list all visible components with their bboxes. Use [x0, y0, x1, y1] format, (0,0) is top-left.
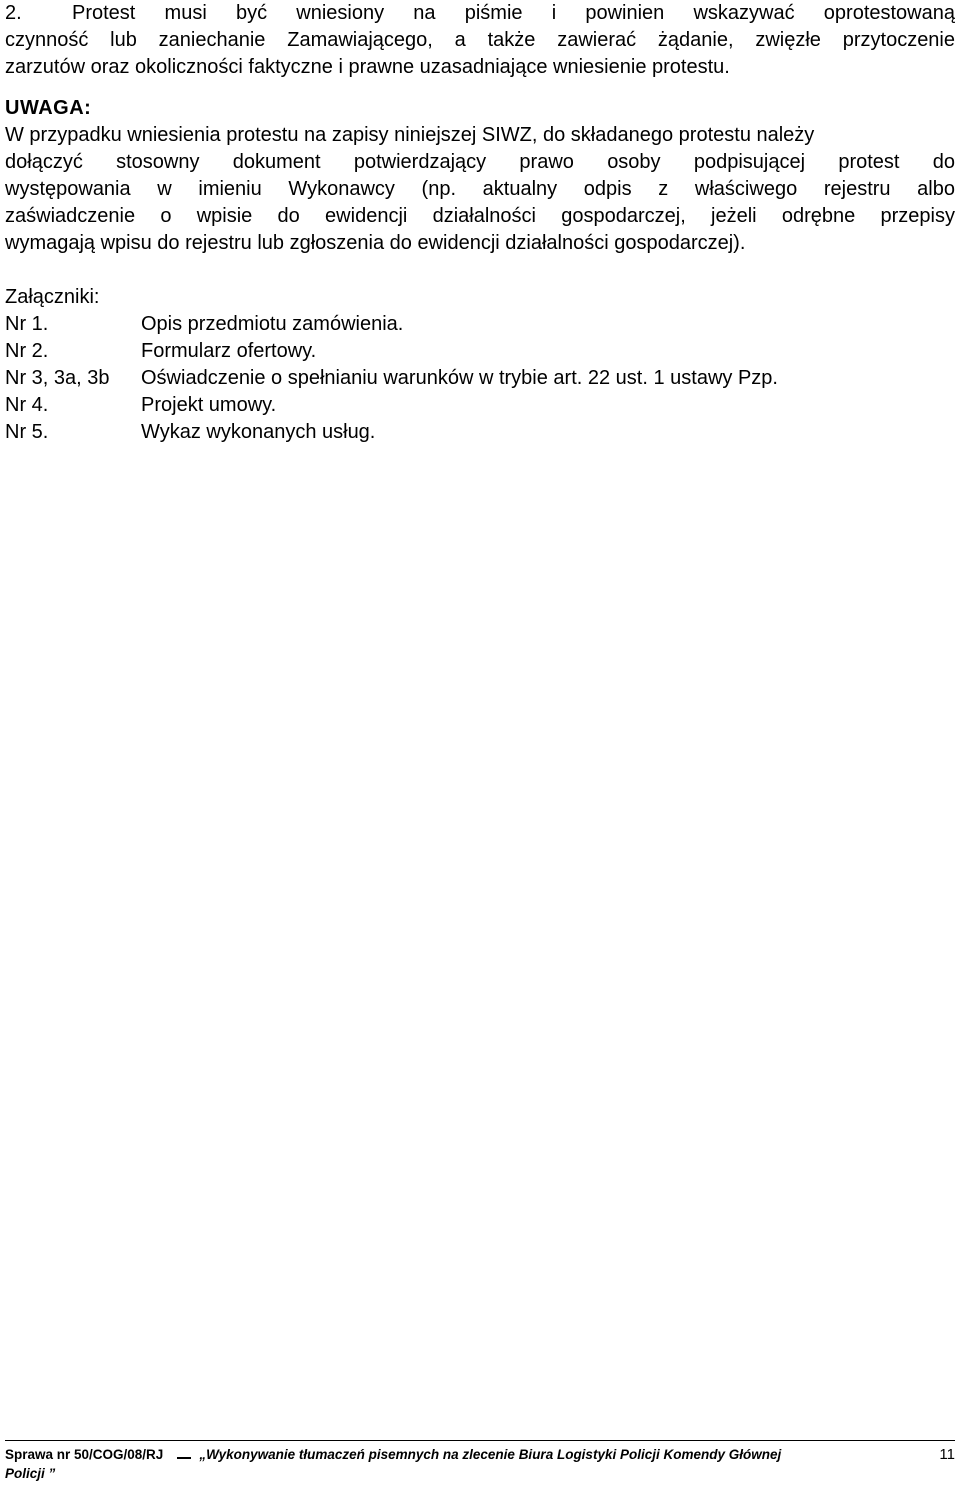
attachment-item	[5, 311, 955, 338]
section-2-line: Protest musi być wniesiony na piśmie i powinien wskazywać oprotestowaną	[72, 2, 955, 24]
attachment-title: Wykaz wykonanych usług.	[141, 421, 376, 443]
case-number: Sprawa nr 50/COG/08/RJ	[5, 1447, 164, 1462]
attachment-number: Nr 4.	[5, 394, 49, 416]
attachment-item	[5, 392, 955, 419]
attachment-item	[5, 365, 955, 392]
uwaga-line: zaświadczenie o wpisie do ewidencji działalności gospodarczej, jeżeli odrębne przepisy	[5, 205, 955, 227]
page-number: 11	[939, 1446, 955, 1463]
attachment-number: Nr 5.	[5, 421, 49, 443]
attachment-item	[5, 419, 955, 446]
page-footer	[5, 1440, 955, 1483]
attachment-title: Opis przedmiotu zamówienia.	[141, 313, 404, 335]
attachment-number: Nr 1.	[5, 313, 49, 335]
section-2-line: czynność lub zaniechanie Zamawiającego, a także zawierać żądanie, zwięzłe przytoczenie	[5, 29, 955, 51]
attachment-item	[5, 338, 955, 365]
uwaga-line: występowania w imieniu Wykonawcy (np. aktualny odpis z właściwego rejestru albo	[5, 178, 955, 200]
attachment-number: Nr 3, 3a, 3b	[5, 367, 110, 389]
footer-line	[5, 1445, 955, 1464]
attachments-list	[5, 284, 955, 446]
section-2-line: zarzutów oraz okoliczności faktyczne i prawne uzasadniające wniesienie protestu.	[5, 56, 730, 78]
uwaga-line: W przypadku wniesienia protestu na zapisy niniejszej SIWZ, do składanego protestu należy	[5, 124, 815, 146]
attachments-label: Załączniki:	[5, 286, 100, 308]
uwaga-body	[5, 122, 955, 257]
footer-title-continuation: Policji ”	[5, 1466, 56, 1481]
attachment-number: Nr 2.	[5, 340, 49, 362]
attachment-title: Oświadczenie o spełnianiu warunków w trybie art. 22 ust. 1 ustawy Pzp.	[141, 367, 778, 389]
section-number: 2.	[5, 2, 22, 24]
section-2-text	[72, 0, 955, 27]
uwaga-heading: UWAGA:	[5, 97, 92, 119]
footer-dash	[177, 1457, 191, 1459]
attachment-title: Projekt umowy.	[141, 394, 277, 416]
document-body	[5, 0, 955, 446]
footer-title: „Wykonywanie tłumaczeń pisemnych na zlecenie Biura Logistyki Policji Komendy Głównej	[199, 1447, 782, 1462]
attachment-title: Formularz ofertowy.	[141, 340, 317, 362]
section-2	[5, 0, 955, 27]
uwaga-line: wymagają wpisu do rejestru lub zgłoszenia do ewidencji działalności gospodarczej).	[5, 232, 746, 254]
uwaga-line: dołączyć stosowny dokument potwierdzający prawo osoby podpisującej protest do	[5, 151, 955, 173]
